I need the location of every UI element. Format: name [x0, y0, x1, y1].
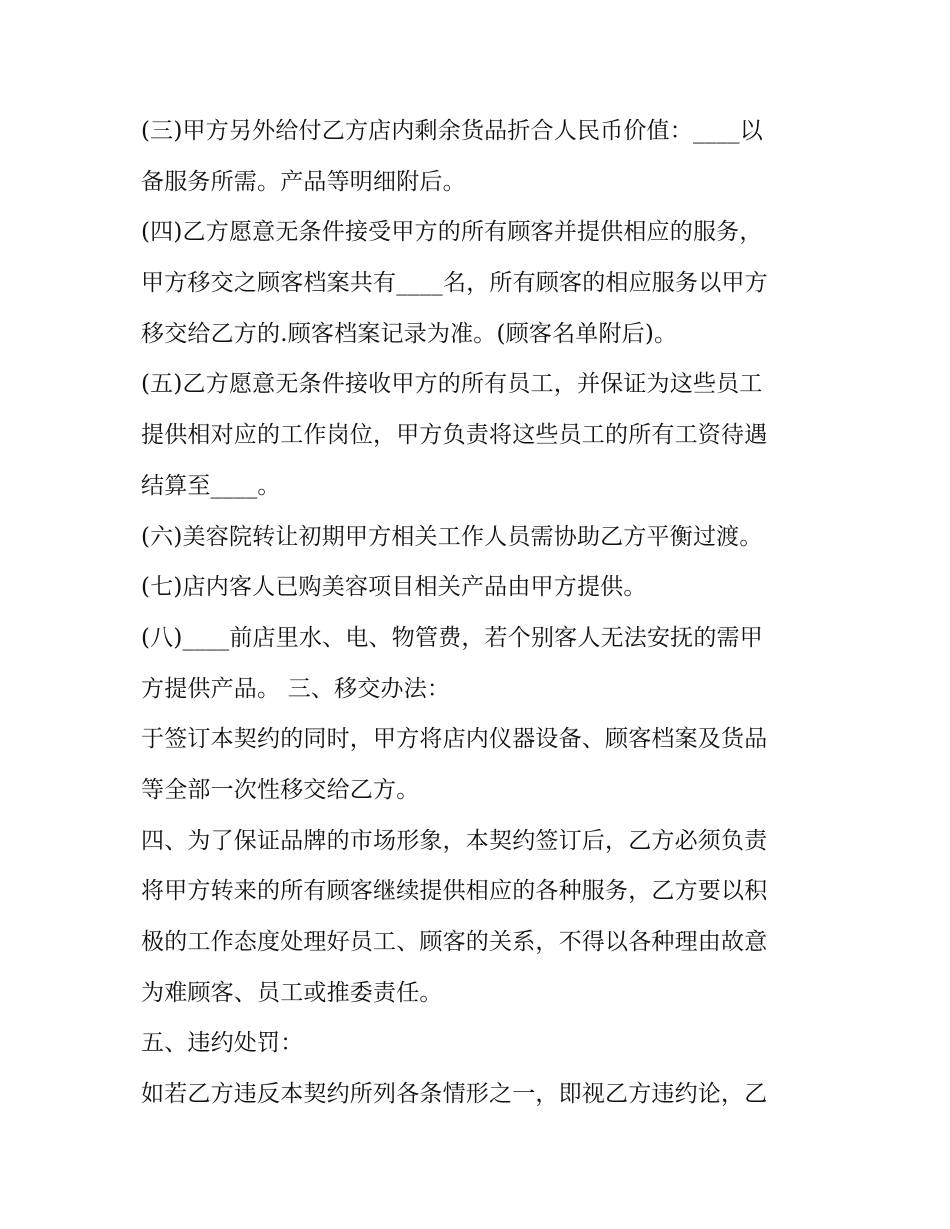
- text-line: 提供相对应的工作岗位，甲方负责将这些员工的所有工资待遇: [141, 422, 768, 449]
- document-body: [141, 106, 821, 1120]
- text-line: (四)乙方愿意无条件接受甲方的所有顾客并提供相应的服务，: [141, 219, 763, 246]
- text-line: 将甲方转来的所有顾客继续提供相应的各种服务，乙方要以积: [141, 878, 768, 905]
- text-line: 为难顾客、员工或推委责任。: [141, 979, 443, 1006]
- text-line: 方提供产品。 三、移交办法：: [141, 675, 451, 702]
- text-line: 五、违约处罚：: [141, 1030, 304, 1057]
- text-line: (七)店内客人已购美容项目相关产品由甲方提供。: [141, 574, 647, 601]
- text-line: (六)美容院转让初期甲方相关工作人员需协助乙方平衡过渡。: [141, 523, 763, 550]
- text-line: 于签订本契约的同时，甲方将店内仪器设备、顾客档案及货品: [141, 726, 768, 753]
- text-line: 备服务所需。产品等明细附后。: [141, 168, 466, 195]
- text-line: 甲方移交之顾客档案共有____名，所有顾客的相应服务以甲方: [141, 270, 768, 297]
- text-line: 等全部一次性移交给乙方。: [141, 776, 420, 803]
- text-line: 结算至____。: [141, 472, 281, 499]
- text-line: (五)乙方愿意无条件接收甲方的所有员工，并保证为这些员工: [141, 371, 763, 398]
- text-line: 四、为了保证品牌的市场形象，本契约签订后，乙方必须负责: [141, 827, 768, 854]
- text-line: 移交给乙方的.顾客档案记录为准。(顾客名单附后)。: [141, 320, 678, 347]
- text-line: 极的工作态度处理好员工、顾客的关系，不得以各种理由故意: [141, 929, 768, 955]
- text-line: 如若乙方违反本契约所列各条情形之一，即视乙方违约论，乙: [141, 1081, 768, 1108]
- text-line: (八)____前店里水、电、物管费，若个别客人无法安抚的需甲: [141, 624, 763, 651]
- text-line: (三)甲方另外给付乙方店内剩余货品折合人民币价值：____以: [141, 118, 763, 144]
